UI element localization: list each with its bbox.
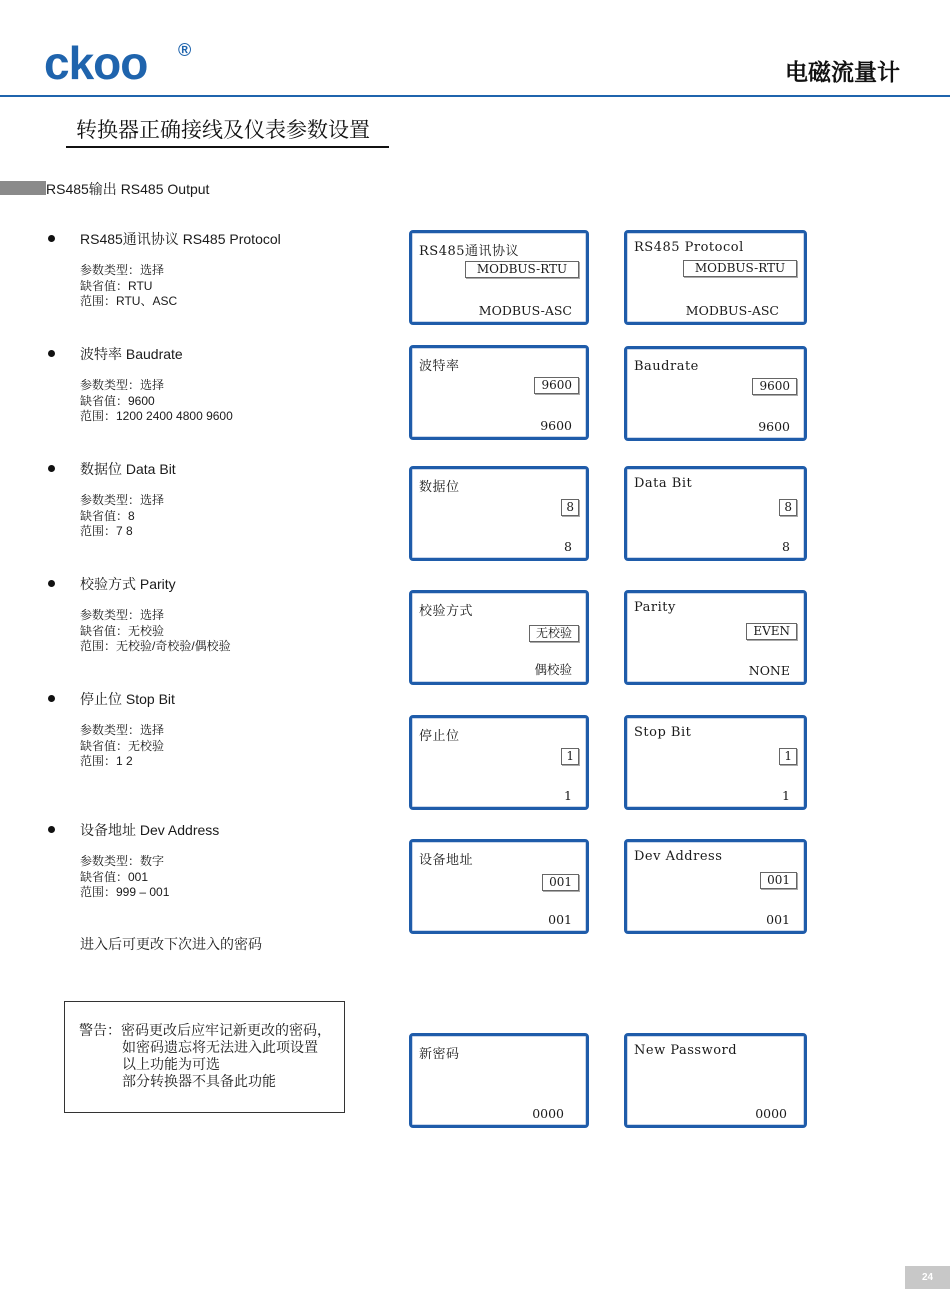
screen-selected-value: 1 xyxy=(561,748,579,765)
param-default: 缺省值：001 xyxy=(80,869,149,884)
lcd-screen-dev-address-en xyxy=(624,839,807,934)
bullet-icon xyxy=(48,350,55,357)
param-default: 缺省值：无校验 xyxy=(80,623,165,638)
lcd-screen-baudrate-en xyxy=(624,346,807,441)
screen-current-value: 9600 xyxy=(758,419,790,434)
screen-title: Baudrate xyxy=(634,359,699,374)
screen-selected-value: 9600 xyxy=(752,378,797,395)
screen-selected-value: 1 xyxy=(779,748,797,765)
screen-current-value: NONE xyxy=(748,663,790,678)
param-name: 停止位 Stop Bit xyxy=(80,691,175,707)
lcd-screen-stopbit-cn xyxy=(409,715,589,810)
warning-line: 警告：密码更改后应牢记新更改的密码， xyxy=(79,1022,331,1038)
header-title: 电磁流量计 xyxy=(785,59,900,85)
bullet-icon xyxy=(48,695,55,702)
screen-current-value: 1 xyxy=(564,788,572,803)
param-name: 数据位 Data Bit xyxy=(80,461,176,477)
brand-logo: ckoo xyxy=(44,37,148,89)
param-name: 波特率 Baudrate xyxy=(80,346,183,362)
screen-selected-value: 001 xyxy=(542,874,579,891)
screen-selected-value: EVEN xyxy=(746,623,797,640)
bullet-icon xyxy=(48,465,55,472)
param-type: 参数类型：选择 xyxy=(80,263,165,277)
screen-current-value: 001 xyxy=(548,912,572,927)
screen-current-value: 8 xyxy=(782,539,790,554)
lcd-screen-databit-en xyxy=(624,466,807,561)
screen-current-value: 9600 xyxy=(540,418,572,433)
warning-line: 以上功能为可选 xyxy=(122,1056,220,1072)
screen-selected-value: 9600 xyxy=(534,377,579,394)
screen-title: Parity xyxy=(634,600,676,615)
bullet-icon xyxy=(48,826,55,833)
screen-selected-value: 8 xyxy=(779,499,797,516)
param-name: 设备地址 Dev Address xyxy=(80,822,220,838)
warning-box xyxy=(64,1001,345,1113)
screen-title: 新密码 xyxy=(419,1047,460,1062)
section-title: RS485输出 RS485 Output xyxy=(46,181,210,197)
screen-title: 波特率 xyxy=(419,359,460,374)
section-marker xyxy=(0,181,46,195)
param-type: 参数类型：选择 xyxy=(80,723,165,737)
param-range: 范围：1 2 xyxy=(80,754,133,768)
screen-title: Data Bit xyxy=(634,476,693,491)
lcd-screen-new-password-en xyxy=(624,1033,807,1128)
screen-selected-value: MODBUS-RTU xyxy=(683,260,797,277)
bullet-icon xyxy=(48,235,55,242)
page-heading: 转换器正确接线及仪表参数设置 xyxy=(76,119,370,142)
param-range: 范围：RTU、ASC xyxy=(80,294,178,308)
param-default: 缺省值：8 xyxy=(80,508,135,523)
param-type: 参数类型：选择 xyxy=(80,493,165,507)
param-default: 缺省值：RTU xyxy=(80,278,153,293)
page-number: 24 xyxy=(905,1266,950,1289)
screen-selected-value: 8 xyxy=(561,499,579,516)
screen-title: RS485 Protocol xyxy=(634,240,744,255)
lcd-screen-parity-en xyxy=(624,590,807,685)
screen-selected-value: 无校验 xyxy=(529,625,579,642)
screen-current-value: 0000 xyxy=(532,1106,564,1121)
warning-line: 如密码遗忘将无法进入此项设置 xyxy=(122,1039,318,1055)
param-range: 范围：999 – 001 xyxy=(80,885,170,899)
param-type: 参数类型：数字 xyxy=(80,854,165,868)
screen-selected-value: 001 xyxy=(760,872,797,889)
screen-current-value: MODBUS-ASC xyxy=(478,303,572,318)
screen-current-value: 8 xyxy=(564,539,572,554)
param-name: RS485通讯协议 RS485 Protocol xyxy=(80,231,281,247)
lcd-screen-parity-cn xyxy=(409,590,589,685)
param-default: 缺省值：9600 xyxy=(80,393,155,408)
screen-selected-value: MODBUS-RTU xyxy=(465,261,579,278)
screen-current-value: MODBUS-ASC xyxy=(685,303,779,318)
screen-title: 停止位 xyxy=(419,729,460,744)
lcd-screen-databit-cn xyxy=(409,466,589,561)
param-range: 范围：无校验/奇校验/偶校验 xyxy=(80,639,231,653)
param-range: 范围：1200 2400 4800 9600 xyxy=(80,409,233,423)
password-note: 进入后可更改下次进入的密码 xyxy=(80,936,262,952)
screen-current-value: 1 xyxy=(782,788,790,803)
lcd-screen-protocol-en xyxy=(624,230,807,325)
lcd-screen-baudrate-cn xyxy=(409,345,589,440)
param-type: 参数类型：选择 xyxy=(80,378,165,392)
screen-title: 设备地址 xyxy=(419,853,474,868)
screen-title: 数据位 xyxy=(419,480,460,495)
screen-title: Dev Address xyxy=(634,849,723,864)
screen-title: New Password xyxy=(634,1043,738,1058)
header-divider xyxy=(0,95,950,97)
screen-title: RS485通讯协议 xyxy=(419,244,520,259)
screen-current-value: 偶校验 xyxy=(534,662,572,677)
screen-title: Stop Bit xyxy=(634,725,692,740)
screen-current-value: 0000 xyxy=(755,1106,787,1121)
lcd-screen-stopbit-en xyxy=(624,715,807,810)
param-name: 校验方式 Parity xyxy=(80,576,176,592)
registered-mark: ® xyxy=(178,40,192,60)
warning-line: 部分转换器不具备此功能 xyxy=(122,1073,276,1089)
param-default: 缺省值：无校验 xyxy=(80,738,165,753)
param-range: 范围：7 8 xyxy=(80,524,133,538)
lcd-screen-new-password-cn xyxy=(409,1033,589,1128)
lcd-screen-dev-address-cn xyxy=(409,839,589,934)
bullet-icon xyxy=(48,580,55,587)
heading-underline xyxy=(66,146,389,148)
screen-current-value: 001 xyxy=(766,912,790,927)
param-type: 参数类型：选择 xyxy=(80,608,165,622)
lcd-screen-protocol-cn xyxy=(409,230,589,325)
screen-title: 校验方式 xyxy=(419,604,474,619)
